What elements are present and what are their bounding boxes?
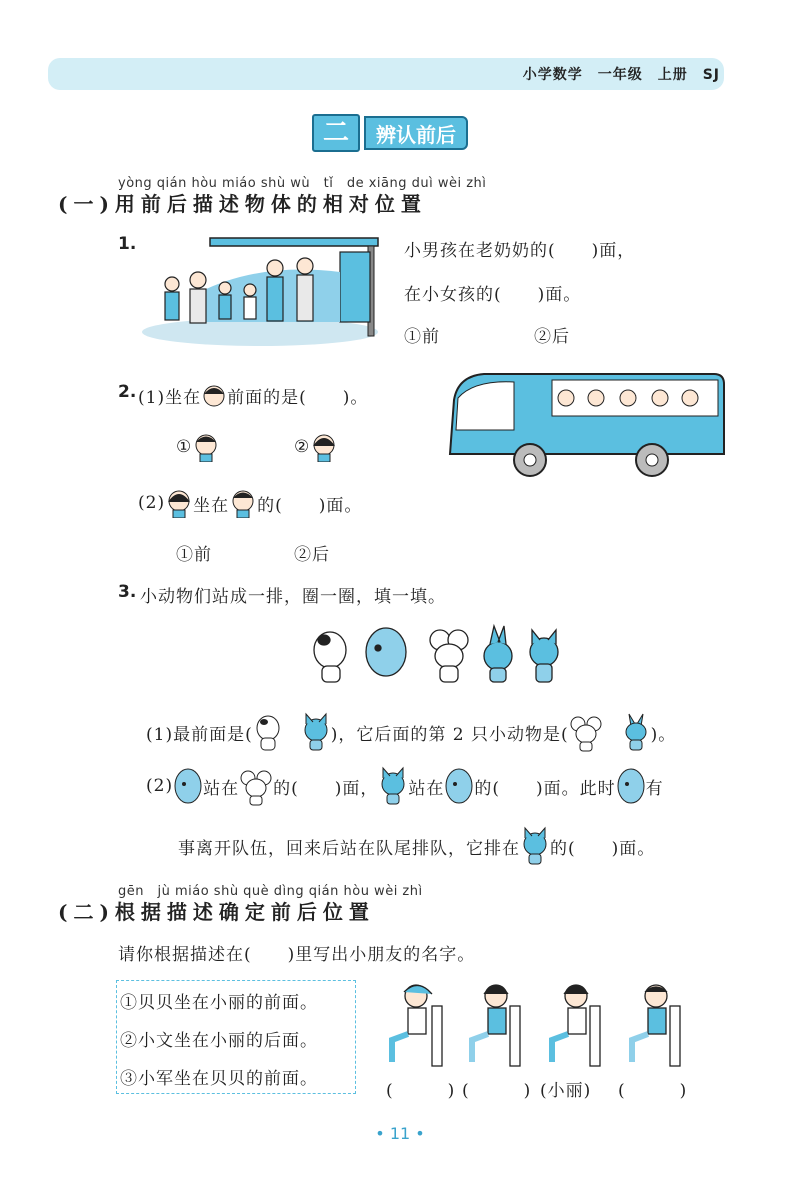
q3-number: 3. xyxy=(118,582,137,602)
q2-p2-b: 坐在 xyxy=(193,495,230,516)
mouse-icon xyxy=(239,766,273,806)
section1-pinyin: yòng qián hòu miáo shù wù tǐ de xiāng duì wèi zhì xyxy=(118,176,487,191)
q3-p1-b: )，它后面的第 2 只小动物是( xyxy=(330,724,569,745)
chapter-name: 辨认前后 xyxy=(364,116,468,150)
hedgehog-icon xyxy=(173,766,203,806)
child-2 xyxy=(472,985,520,1066)
q3-p2-e: 的( )面。此时 xyxy=(474,778,616,799)
clue-3: ③小军坐在贝贝的前面。 xyxy=(120,1069,318,1089)
bus-illustration xyxy=(444,370,726,478)
hedgehog-icon xyxy=(616,766,646,806)
q3-p2-c: 的( )面， xyxy=(273,778,379,799)
animal-row-illustration xyxy=(308,620,562,688)
cow-icon xyxy=(253,712,283,752)
answer-3: (小丽) xyxy=(540,1081,592,1101)
q3-intro: 小动物们站成一排，圈一圈，填一填。 xyxy=(140,587,446,607)
q2-option-back: ②后 xyxy=(294,545,330,565)
answer-1: ( ) xyxy=(386,1081,456,1101)
child-1 xyxy=(392,985,442,1066)
q3-p3-b: 的( )面。 xyxy=(550,838,656,859)
q3-p1-a: (1)最前面是( xyxy=(146,724,253,745)
q2-p1-a: (1)坐在 xyxy=(138,387,202,408)
q3-p1-c: )。 xyxy=(650,724,677,745)
cat-icon xyxy=(378,766,408,806)
seated-children-illustration xyxy=(386,976,696,1072)
boy-face-icon xyxy=(229,488,257,518)
clue-1: ①贝贝坐在小丽的前面。 xyxy=(120,993,318,1013)
q1-line2: 在小女孩的( )面。 xyxy=(404,285,582,305)
mouse-icon xyxy=(569,712,603,752)
q2-option-front: ①前 xyxy=(176,545,212,565)
answer-2: ( ) xyxy=(462,1081,532,1101)
boy-face-icon xyxy=(192,432,220,462)
cat-icon xyxy=(301,712,331,752)
clue-2: ②小文坐在小丽的后面。 xyxy=(120,1031,318,1051)
q1-number: 1. xyxy=(118,234,137,254)
q3-p2-d: 站在 xyxy=(408,778,445,799)
bus-stop-illustration xyxy=(140,232,382,348)
cat-icon xyxy=(520,826,550,866)
rabbit-icon xyxy=(621,712,651,752)
q2-p2-c: 的( )面。 xyxy=(257,495,363,516)
section1-title: (一)用前后描述物体的相对位置 xyxy=(58,192,427,216)
q2-option1: ① xyxy=(176,437,193,457)
q3-p2-b: 站在 xyxy=(203,778,240,799)
q3-p3-a: 事离开队伍，回来后站在队尾排队，它排在 xyxy=(178,838,520,859)
girl-face-icon xyxy=(165,488,193,518)
child-4 xyxy=(632,985,680,1066)
q1-option-front: ①前 xyxy=(404,327,440,347)
section2-title: (二)根据描述确定前后位置 xyxy=(58,900,375,924)
q1-option-back: ②后 xyxy=(534,327,570,347)
answer-4: ( ) xyxy=(618,1081,688,1101)
q2-p2-a: (2) xyxy=(138,493,166,513)
q2-option2: ② xyxy=(294,437,311,457)
q3-p2-f: 有 xyxy=(645,778,664,799)
page-number: • 11 • xyxy=(375,1124,425,1143)
section2-intro: 请你根据描述在( )里写出小朋友的名字。 xyxy=(118,945,476,965)
q1-line1: 小男孩在老奶奶的( )面， xyxy=(404,241,636,261)
q2-number: 2. xyxy=(118,382,137,402)
section2-pinyin: gēn jù miáo shù què dìng qián hòu wèi zhì xyxy=(118,884,423,899)
q3-p2-a: (2) xyxy=(146,776,174,796)
header-text: 小学数学 一年级 上册 SJ xyxy=(522,67,720,83)
child-3 xyxy=(552,985,600,1066)
hedgehog-icon xyxy=(444,766,474,806)
girl-face-icon xyxy=(201,382,227,408)
girl-face-icon xyxy=(310,432,338,462)
q2-p1-b: 前面的是( )。 xyxy=(227,387,369,408)
chapter-number: 二 xyxy=(312,114,360,152)
chapter-title xyxy=(312,116,468,150)
